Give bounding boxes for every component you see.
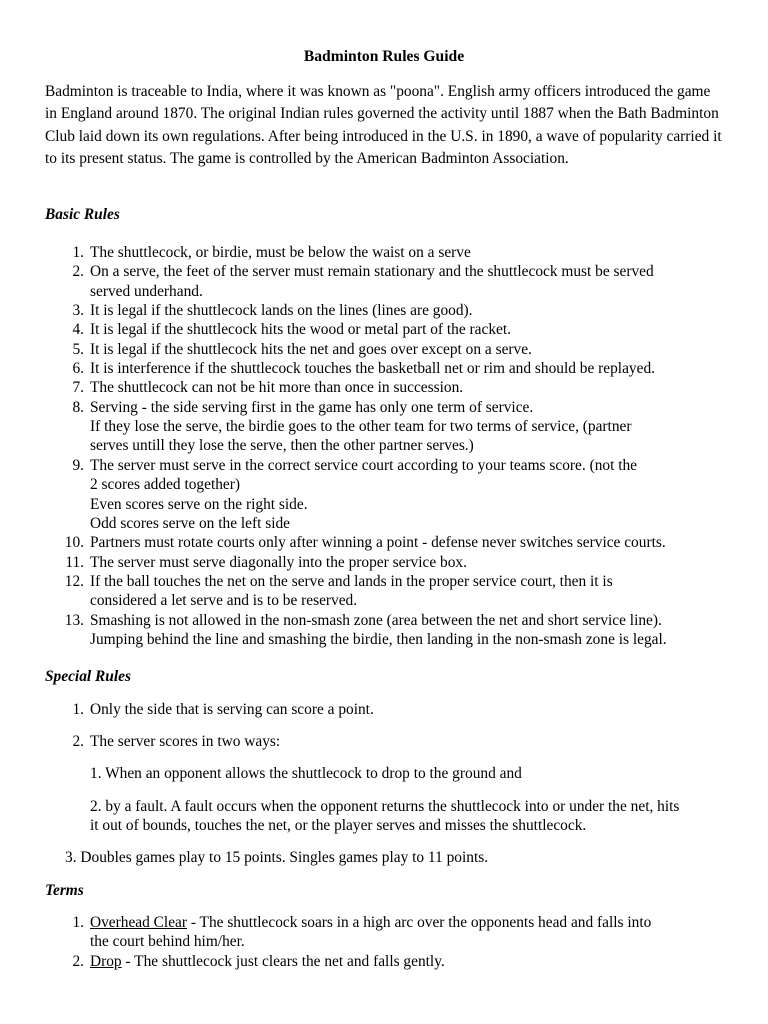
list-number: 6. bbox=[72, 360, 84, 378]
list-text: Serving - the side serving first in the game has only one term of service. bbox=[90, 398, 534, 416]
list-number: 2. bbox=[72, 263, 84, 281]
page-title: Badminton Rules Guide bbox=[303, 48, 465, 65]
list-number: 12. bbox=[64, 572, 84, 590]
list-text-continued: Odd scores serve on the left side bbox=[90, 514, 291, 532]
list-text: Smashing is not allowed in the non-smash zone (area between the net and short service line). bbox=[90, 611, 662, 629]
list-number: 13. bbox=[64, 611, 84, 629]
list-text: On a serve, the feet of the server must remain stationary and the shuttlecock must be served bbox=[90, 263, 654, 281]
list-number: 11. bbox=[65, 553, 84, 571]
term-definition: - The shuttlecock just clears the net and falls gently. bbox=[121, 953, 445, 970]
list-text-continued: served underhand. bbox=[90, 282, 203, 300]
list-text: The server scores in two ways: bbox=[90, 733, 281, 750]
list-number: 5. bbox=[72, 340, 84, 358]
list-number: 9. bbox=[72, 456, 84, 474]
list-number: 10. bbox=[64, 534, 84, 552]
term-line bbox=[90, 953, 445, 971]
term-name: Drop bbox=[90, 953, 122, 970]
list-number: 2. bbox=[72, 733, 84, 750]
list-number: 4. bbox=[72, 321, 84, 339]
list-text: The shuttlecock can not be hit more than once in succession. bbox=[90, 379, 464, 397]
list-number: 3. bbox=[72, 302, 84, 320]
list-number: 1. bbox=[72, 244, 84, 261]
special-subitem: 2. by a fault. A fault occurs when the opponent returns the shuttlecock into or under the net, hits bbox=[90, 798, 680, 815]
term-definition: - The shuttlecock soars in a high arc over the opponents head and falls into bbox=[187, 914, 652, 931]
list-text-continued: 2 scores added together) bbox=[90, 476, 240, 494]
list-text: It is interference if the shuttlecock touches the basketball net or rim and should be replayed. bbox=[90, 360, 655, 378]
list-text: Partners must rotate courts only after winning a point - defense never switches service courts. bbox=[90, 534, 666, 552]
special-subitem-continued: it out of bounds, touches the net, or the player serves and misses the shuttlecock. bbox=[90, 817, 587, 834]
list-text: The shuttlecock, or birdie, must be below the waist on a serve bbox=[90, 244, 471, 261]
special-rules-heading: Special Rules bbox=[45, 668, 131, 685]
list-number: 7. bbox=[72, 379, 84, 397]
terms-heading: Terms bbox=[45, 882, 84, 899]
list-text-continued: If they lose the serve, the birdie goes to the other team for two terms of service, (partner bbox=[90, 418, 632, 436]
list-number: 1. bbox=[72, 914, 84, 931]
list-text: Only the side that is serving can score a point. bbox=[90, 701, 374, 718]
list-text-continued: Even scores serve on the right side. bbox=[90, 495, 308, 513]
term-name: Overhead Clear bbox=[90, 914, 187, 931]
list-number: 1. bbox=[72, 701, 84, 718]
list-text-continued: considered a let serve and is to be reserved. bbox=[90, 592, 358, 610]
intro-paragraph: Badminton is traceable to India, where it was known as "poona". English army officers introduced the game in England around 1870. The original Indian rules governed the activity until 1887 when the Bath Badminton Club laid down its own regulations. After being introduced in the U.S. in 1890, a wave of popularity carried it to its present status. The game is controlled by the American Badminton Association. bbox=[45, 83, 722, 167]
list-text-continued: serves untill they lose the serve, then the other partner serves.) bbox=[90, 437, 474, 455]
list-text: If the ball touches the net on the serve and lands in the proper service court, then it is bbox=[90, 572, 613, 590]
list-number: 8. bbox=[72, 398, 84, 416]
special-subitem: 1. When an opponent allows the shuttlecock to drop to the ground and bbox=[90, 765, 522, 782]
special-rule-item: 3. Doubles games play to 15 points. Singles games play to 11 points. bbox=[65, 849, 489, 866]
list-text: It is legal if the shuttlecock hits the wood or metal part of the racket. bbox=[90, 321, 511, 339]
basic-rules-heading: Basic Rules bbox=[45, 206, 120, 223]
list-text: It is legal if the shuttlecock lands on the lines (lines are good). bbox=[90, 302, 473, 320]
list-number: 2. bbox=[72, 953, 84, 970]
list-text: It is legal if the shuttlecock hits the net and goes over except on a serve. bbox=[90, 340, 532, 358]
list-text: The server must serve in the correct service court according to your teams score. (not the bbox=[90, 456, 638, 474]
list-text-continued: Jumping behind the line and smashing the birdie, then landing in the non-smash zone is legal. bbox=[90, 630, 667, 648]
term-definition-continued: the court behind him/her. bbox=[90, 933, 245, 951]
list-text: The server must serve diagonally into the proper service box. bbox=[90, 553, 467, 571]
term-line bbox=[90, 914, 651, 932]
